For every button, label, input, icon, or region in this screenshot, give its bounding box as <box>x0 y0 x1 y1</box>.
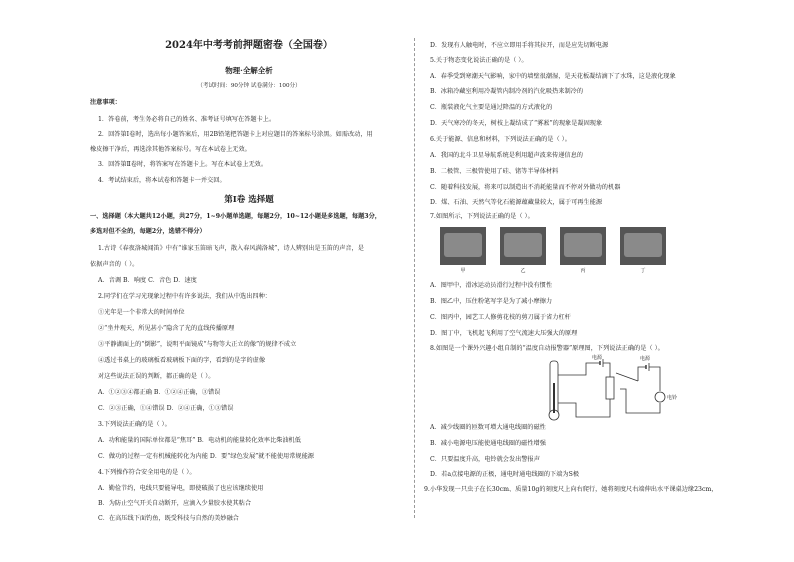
statement-line: ③平静湖面上的“倒影”，说明平面镜成“与物等大正立的像”的规律不成立 <box>98 341 297 348</box>
left-column <box>90 0 408 562</box>
option-line: C．瓶装液化气主要是通过降温的方式液化的 <box>430 104 553 111</box>
option-line: C．在高压线下面钓鱼，既受科技与自然的美妙融合 <box>98 515 239 522</box>
option-line: B．冰箱冷藏室利用冷凝管内制冷剂的汽化吸热来制冷的 <box>430 88 584 95</box>
note-line: 3．回答第Ⅱ卷时，将答案写在答题卡上。写在本试卷上无效。 <box>98 161 268 168</box>
section-title: 第Ⅰ卷 选择题 <box>224 195 274 205</box>
q9-container <box>424 0 774 562</box>
note-line: 1．答卷前，考生务必将自己的姓名、准考证号填写在答题卡上。 <box>98 116 276 123</box>
question-line: 3.下列说法正确的是（ ）。 <box>98 421 171 428</box>
question-line: 7.如图所示，下列说法正确的是（ ）。 <box>430 213 534 220</box>
statement-line: ④透过书桌上的玻璃板看玻璃板下面的字，看到的是字的虚像 <box>98 357 266 364</box>
note-line: 2．回答第Ⅰ卷时，选出每小题答案后，用2B铅笔把答题卡上对应题目的答案标号涂黑。如需改动，用 <box>98 131 373 138</box>
option-line: A．我国的北斗卫星导航系统是利用超声波来传递信息的 <box>430 152 583 159</box>
column-divider <box>414 38 415 518</box>
statement-line: ①光年是一个非常大的时间单位 <box>98 309 185 316</box>
question-line: 8.如图是一个课外兴趣小组自制的“温度自动报警器”原理图，下列说法正确的是（ ）。 <box>430 345 664 352</box>
circuit-label: 电源 <box>592 355 603 361</box>
option-line: B．减小电源电压能使通电线圈的磁性增强 <box>430 440 546 447</box>
question-line: 1.古诗《春夜洛城闻笛》中有“谁家玉笛暗飞声，散入春风满洛城”，诗人辨别出是玉笛的声音，是 <box>98 245 364 252</box>
option-line: D．图丁中，飞机起飞利用了空气流速大压强大的原理 <box>430 330 578 337</box>
section-intro: 一、选择题（本大题共12小题，共27分，1~9小题单选题，每题2分，10~12小题是多选题，每题3分， <box>90 213 381 220</box>
photo-caption: 丁 <box>640 268 646 274</box>
exam-title: 2024年中考考前押题密卷（全国卷） <box>165 40 333 51</box>
option-line: C．只要温度升高，电铃就会发出警报声 <box>430 456 540 463</box>
option-line: C．图丙中，园艺工人修剪花枝的剪刀属于省力杠杆 <box>430 314 571 321</box>
exam-info: （考试时间：90分钟 试卷满分：100分） <box>197 83 301 89</box>
question-line: 4.下列操作符合安全用电的是（ ）。 <box>98 469 196 476</box>
option-line: C．做功的过程一定有机械能转化为内能 D．要“绿色发展”就不能使用常规能源 <box>98 453 314 460</box>
option-line: C．②③正确，①④错误 D．②④正确，①③错误 <box>98 405 234 412</box>
circuit-label: 电源 <box>640 356 651 362</box>
question-line: 9.小华发现一只虫子在长30cm、质量10g的刻度尺上向右爬行，她将刻度尺右端伸出水平课桌边缘23cm， <box>424 486 718 493</box>
photo-caption: 丙 <box>580 268 586 274</box>
option-line: B．为防止空气开关自动断开，应滴入少量胶水使其粘合 <box>98 500 252 507</box>
circuit-label: 电铃 <box>667 395 678 401</box>
option-line: A．图甲中，滑冰运动员滑行过程中没有惯性 <box>430 282 553 289</box>
option-line: A．①②③④都正确 B．①②④正确，③错误 <box>98 389 221 396</box>
exam-subtitle: 物理·全解全析 <box>225 66 273 75</box>
option-line: A．勤俭节约，电线只要能导电，即使破损了也应该继续使用 <box>98 485 264 492</box>
option-line: B．图乙中，压住粉笔写字是为了减小摩擦力 <box>430 298 553 305</box>
note-line: 橡皮擦干净后，再选涂其他答案标号。写在本试卷上无效。 <box>90 146 251 153</box>
notes-heading: 注意事项： <box>90 99 121 106</box>
photo-caption: 乙 <box>520 268 526 274</box>
statement-line: ②“坐井观天，所见甚小”隐含了光的直线传播原理 <box>98 325 235 332</box>
option-line: C．随着科技发展，将来可以制造出不消耗能量而不停对外做功的机器 <box>430 184 621 191</box>
question-line: 5.关于物态变化说法正确的是（ ）。 <box>430 57 528 64</box>
option-line: A．减少线圈的匝数可增大通电线圈的磁性 <box>430 424 546 431</box>
section-intro: 多选对但不全的，每题2分，选错不得分） <box>90 228 206 235</box>
question-line: 对这些说法正误的判断，都正确的是（ ）。 <box>98 373 215 380</box>
photo-caption: 甲 <box>460 268 466 274</box>
option-line: A．音调 B．响度 C．音色 D．速度 <box>98 277 197 284</box>
option-line: A．春季受到寒潮天气影响，家中的墙壁很潮湿，是天花板凝结滴下了水珠，这是液化现象 <box>430 73 676 80</box>
note-line: 4．考试结束后，将本试卷和答题卡一并交回。 <box>98 177 226 184</box>
question-line: 2.同学们在学习光现象过程中有许多说法，我们从中选出四种： <box>98 293 271 300</box>
option-line: D．发现有人触电时，不应立即用手将其拉开，而是应先切断电源 <box>430 42 609 49</box>
option-line: A．功和能量的国际单位都是“焦耳” B．电动机的能量转化效率比柴油机低 <box>98 437 301 444</box>
option-line: D．天气寒冷的冬天，树枝上凝结成了“雾凇”的现象是凝固现象 <box>430 120 603 127</box>
option-line: D．若a点接电源的正极，通电时通电线圈的下端为S极 <box>430 471 580 478</box>
question-line: 6.关于能源、信息和材料，下列说法正确的是（ ）。 <box>430 136 571 143</box>
question-line: 依据声音的（ ）。 <box>90 261 139 268</box>
option-line: B．二极管、三极管使用了硅、锗等半导体材料 <box>430 168 559 175</box>
option-line: D．煤、石油、天然气等化石能源蕴藏量较大，属于可再生能源 <box>430 199 603 206</box>
